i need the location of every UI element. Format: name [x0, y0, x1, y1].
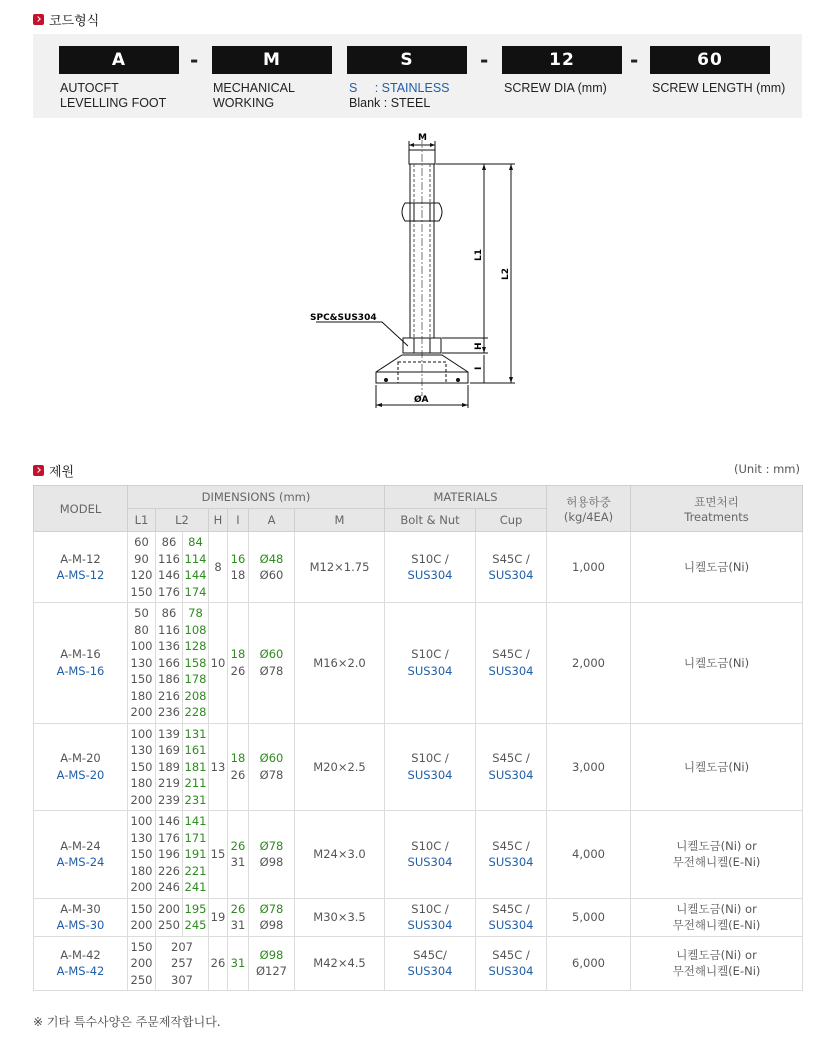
table-row — [34, 532, 803, 603]
cell-cup: S45C / SUS304 — [476, 532, 547, 603]
th-i: I — [228, 509, 249, 532]
cell-model: A-M-16 A-MS-16 — [34, 603, 128, 724]
table-row — [34, 723, 803, 811]
cell-i: 26 31 — [228, 898, 249, 936]
cell-a: Ø78 Ø98 — [249, 811, 295, 899]
cell-model: A-M-24 A-MS-24 — [34, 811, 128, 899]
th-m: M — [295, 509, 385, 532]
code-seg-s: S — [347, 46, 467, 74]
desc-autocft: AUTOCFT LEVELLING FOOT — [60, 81, 167, 110]
desc-screw-dia: SCREW DIA (mm) — [504, 81, 607, 95]
cell-bolt-nut: S10C / SUS304 — [385, 603, 476, 724]
cell-m: M42×4.5 — [295, 936, 385, 991]
cell-model: A-M-30 A-MS-30 — [34, 898, 128, 936]
cell-a: Ø78 Ø98 — [249, 898, 295, 936]
code-dash: - — [630, 48, 639, 72]
th-cup: Cup — [476, 509, 547, 532]
unit-label: (Unit : mm) — [734, 462, 800, 476]
cell-bolt-nut: S45C/ SUS304 — [385, 936, 476, 991]
th-model: MODEL — [34, 486, 128, 532]
cell-m: M30×3.5 — [295, 898, 385, 936]
cell-load: 6,000 — [547, 936, 631, 991]
cell-m: M12×1.75 — [295, 532, 385, 603]
cell-model: A-M-12 A-MS-12 — [34, 532, 128, 603]
spec-table — [33, 485, 803, 991]
code-format-title: 코드형식 — [33, 10, 99, 29]
th-dimensions: DIMENSIONS (mm) — [128, 486, 385, 509]
cell-l2: 146 176 196 226 246 — [156, 811, 183, 899]
dim-h-label: H — [474, 342, 484, 350]
cell-l2: 139 169 189 219 239 — [156, 723, 183, 811]
cell-cup: S45C / SUS304 — [476, 723, 547, 811]
levelling-foot-diagram — [0, 0, 819, 440]
table-row — [34, 603, 803, 724]
cell-m: M24×3.0 — [295, 811, 385, 899]
cell-l1: 150 200 250 — [128, 936, 156, 991]
cell-l2: 86 116 136 166 186 216 236 — [156, 603, 183, 724]
cell-l1: 100 130 150 180 200 — [128, 811, 156, 899]
cell-h: 13 — [209, 723, 228, 811]
cell-bolt-nut: S10C / SUS304 — [385, 811, 476, 899]
code-seg-a: A — [59, 46, 179, 74]
cell-cup: S45C / SUS304 — [476, 936, 547, 991]
cell-l2: 200 250 — [156, 898, 183, 936]
cell-a: Ø60 Ø78 — [249, 723, 295, 811]
cell-load: 3,000 — [547, 723, 631, 811]
cell-load: 5,000 — [547, 898, 631, 936]
cell-h: 19 — [209, 898, 228, 936]
footnote: ※ 기타 특수사양은 주문제작합니다. — [33, 1015, 221, 1029]
cell-bolt-nut: S10C / SUS304 — [385, 532, 476, 603]
cell-l1: 100 130 150 180 200 — [128, 723, 156, 811]
th-l2: L2 — [156, 509, 209, 532]
cell-i: 16 18 — [228, 532, 249, 603]
cell-treatment: 니켈도금(Ni) — [631, 603, 803, 724]
cell-m: M20×2.5 — [295, 723, 385, 811]
cell-l2: 207 257 307 — [156, 936, 209, 991]
cell-l2-alt: 84 114 144 174 — [183, 532, 209, 603]
th-load: 허용하중 (kg/4EA) — [547, 486, 631, 532]
cell-h: 15 — [209, 811, 228, 899]
dim-l2-label: L2 — [501, 268, 511, 280]
code-dash: - — [190, 48, 199, 72]
th-h: H — [209, 509, 228, 532]
cell-l1: 50 80 100 130 150 180 200 — [128, 603, 156, 724]
th-bolt-nut: Bolt & Nut — [385, 509, 476, 532]
code-seg-len: 60 — [650, 46, 770, 74]
cell-bolt-nut: S10C / SUS304 — [385, 723, 476, 811]
spec-title: 제원 — [33, 461, 74, 480]
cell-i: 31 — [228, 936, 249, 991]
cell-m: M16×2.0 — [295, 603, 385, 724]
cell-l2-alt: 141 171 191 221 241 — [183, 811, 209, 899]
cell-i: 26 31 — [228, 811, 249, 899]
material-label: SPC&SUS304 — [310, 313, 377, 323]
code-dash: - — [480, 48, 489, 72]
cell-i: 18 26 — [228, 723, 249, 811]
cell-h: 8 — [209, 532, 228, 603]
table-row — [34, 811, 803, 899]
th-a: A — [249, 509, 295, 532]
cell-bolt-nut: S10C / SUS304 — [385, 898, 476, 936]
cell-l2: 86 116 146 176 — [156, 532, 183, 603]
cell-treatment: 니켈도금(Ni) or 무전해니켈(E-Ni) — [631, 936, 803, 991]
code-seg-m: M — [212, 46, 332, 74]
cell-a: Ø60 Ø78 — [249, 603, 295, 724]
dim-i-label: I — [474, 366, 484, 370]
cell-a: Ø98 Ø127 — [249, 936, 295, 991]
red-arrow-icon — [33, 465, 44, 476]
th-treatments: 표면처리 Treatments — [631, 486, 803, 532]
cell-h: 10 — [209, 603, 228, 724]
desc-mechanical: MECHANICAL WORKING — [213, 81, 295, 110]
cell-i: 18 26 — [228, 603, 249, 724]
cell-model: A-M-20 A-MS-20 — [34, 723, 128, 811]
dim-l1-label: L1 — [474, 249, 484, 261]
cell-cup: S45C / SUS304 — [476, 603, 547, 724]
cell-l2-alt: 195 245 — [183, 898, 209, 936]
desc-material: S : STAINLESS Blank : STEEL — [349, 81, 450, 110]
cell-treatment: 니켈도금(Ni) — [631, 723, 803, 811]
cell-load: 1,000 — [547, 532, 631, 603]
code-seg-dia: 12 — [502, 46, 622, 74]
th-materials: MATERIALS — [385, 486, 547, 509]
desc-screw-length: SCREW LENGTH (mm) — [652, 81, 786, 95]
cell-load: 2,000 — [547, 603, 631, 724]
cell-treatment: 니켈도금(Ni) or 무전해니켈(E-Ni) — [631, 898, 803, 936]
cell-a: Ø48 Ø60 — [249, 532, 295, 603]
table-row — [34, 898, 803, 936]
cell-treatment: 니켈도금(Ni) — [631, 532, 803, 603]
cell-l2-alt: 78 108 128 158 178 208 228 — [183, 603, 209, 724]
cell-l2-alt: 131 161 181 211 231 — [183, 723, 209, 811]
cell-h: 26 — [209, 936, 228, 991]
dim-m-label: M — [418, 133, 427, 143]
cell-load: 4,000 — [547, 811, 631, 899]
cell-cup: S45C / SUS304 — [476, 898, 547, 936]
dim-a-label: ØA — [414, 395, 429, 405]
cell-cup: S45C / SUS304 — [476, 811, 547, 899]
cell-l1: 150 200 — [128, 898, 156, 936]
cell-model: A-M-42 A-MS-42 — [34, 936, 128, 991]
table-row — [34, 936, 803, 991]
th-l1: L1 — [128, 509, 156, 532]
cell-treatment: 니켈도금(Ni) or 무전해니켈(E-Ni) — [631, 811, 803, 899]
cell-l1: 60 90 120 150 — [128, 532, 156, 603]
